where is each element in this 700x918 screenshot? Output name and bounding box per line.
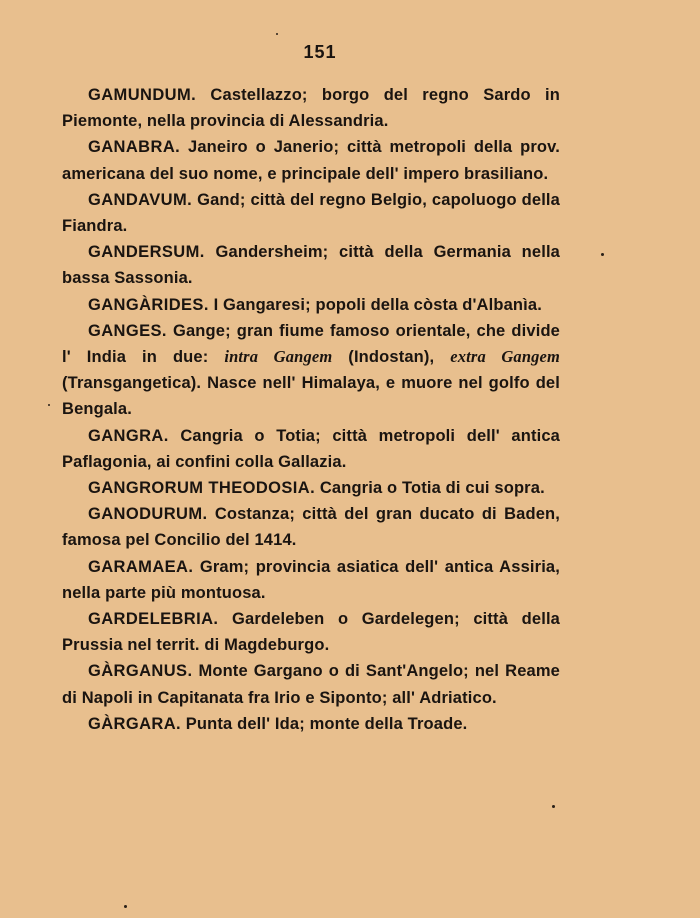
entry-headword: GANDAVUM. (88, 190, 193, 209)
entry-italic-term: intra Gangem (224, 347, 333, 367)
entry-text: (Transgangetica). Nasce nell' Himalaya, e muore nel golfo del Bengala. (62, 374, 560, 419)
entry-ganges (62, 318, 560, 423)
entry-text: Castellazzo; borgo del regno Sardo in Piemonte, nella provincia di Alessandria. (62, 86, 561, 131)
entry-headword: GANDERSUM. (88, 243, 205, 262)
entry-headword: GANGRA. (88, 426, 169, 445)
entry-text: Gand; città del regno Belgio, capoluogo della Fiandra. (62, 190, 560, 236)
print-speck (124, 905, 127, 908)
entry-text: Gram; provincia asiatica dell' antica Assiria, nella parte più montuosa. (62, 557, 560, 602)
entry-italic-term: extra Gangem (450, 347, 561, 367)
entry-ganabra (62, 134, 560, 186)
entry-gangrorum-theodosia (62, 475, 560, 501)
dictionary-entries (62, 82, 560, 737)
entry-gardelebria (62, 606, 560, 658)
entry-text: Gange; gran fiume famoso orientale, che divide l' India in due: (62, 321, 561, 367)
entry-text: Monte Gargano o di Sant'Angelo; nel Reame di Napoli in Capitanata fra Irio e Siponto; all' Adriatico. (62, 662, 560, 707)
entry-headword: GANABRA. (88, 138, 181, 157)
entry-headword: GAMUNDUM. (88, 86, 197, 104)
entry-headword: GANGES. (88, 321, 167, 340)
entry-gangarides (62, 292, 560, 318)
entry-text: Gandersheim; città della Germania nella bassa Sassonia. (62, 243, 560, 288)
entry-text: Cangria o Totia di cui sopra. (319, 479, 545, 498)
entry-text: Cangria o Totia; città metropoli dell' antica Paflagonia, ai confini colla Gallazia. (62, 426, 560, 471)
entry-text: I Gangaresi; popoli della còsta d'Albanìa. (213, 295, 542, 314)
print-speck (276, 33, 278, 35)
entry-gargara (62, 711, 560, 737)
entry-gandersum (62, 239, 560, 291)
entry-headword: GARDELEBRIA. (88, 610, 219, 629)
entry-garamaea (62, 554, 560, 606)
entry-gangra (62, 423, 560, 475)
entry-text: Costanza; città del gran ducato di Baden, famosa pel Concilio del 1414. (62, 505, 561, 550)
entry-garganus (62, 658, 560, 710)
entry-gamundum (62, 82, 560, 134)
entry-gandavum (62, 187, 560, 239)
entry-headword: GÀRGARA. (88, 714, 182, 733)
entry-headword: GARAMAEA. (88, 557, 194, 576)
entry-text: Punta dell' Ida; monte della Troade. (185, 714, 468, 733)
print-speck (552, 805, 555, 808)
entry-text: Janeiro o Janerio; città metropoli della prov. americana del suo nome, e principale dell' impero brasiliano. (62, 138, 560, 183)
entry-headword: GÀRGANUS. (88, 662, 193, 681)
page-number: 151 (303, 42, 337, 62)
entry-ganodurum (62, 501, 560, 553)
entry-text: Gardeleben o Gardelegen; città della Prussia nel territ. di Magdeburgo. (62, 610, 561, 655)
entry-headword: GANGÀRIDES. (88, 295, 209, 314)
entry-headword: GANODURUM. (88, 505, 208, 524)
print-speck (601, 253, 604, 256)
entry-headword: GANGRORUM THEODOSIA. (88, 479, 316, 498)
entry-text: (Indostan), (348, 348, 435, 367)
print-speck (48, 404, 50, 406)
